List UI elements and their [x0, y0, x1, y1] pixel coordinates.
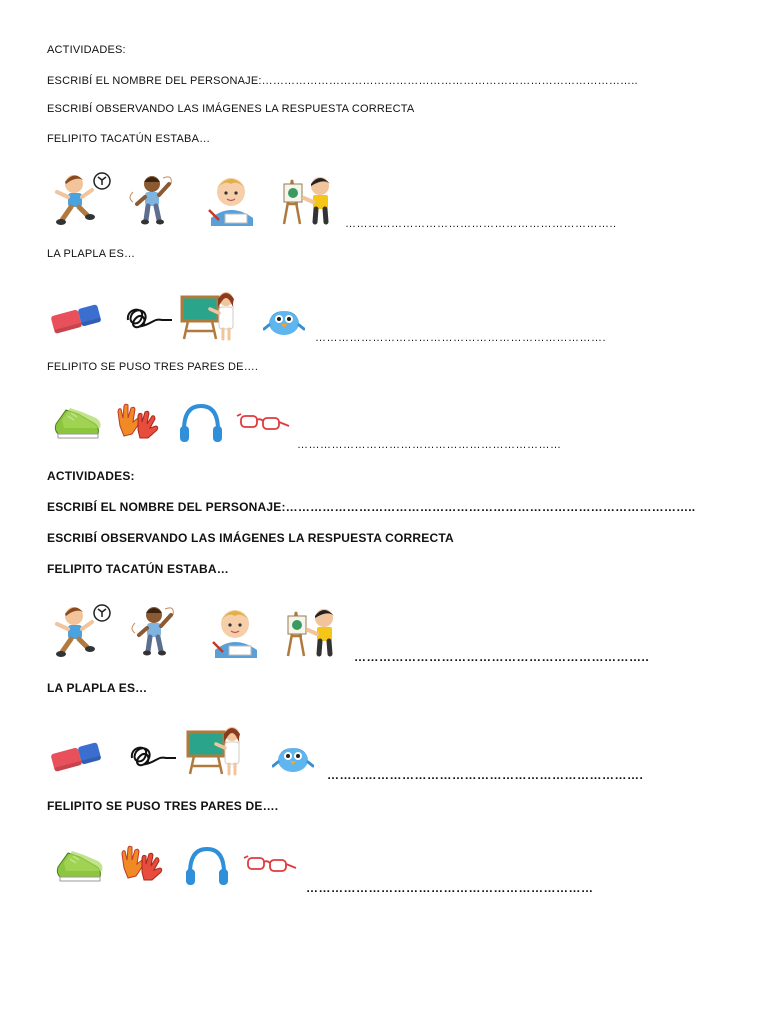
boy-playing-soccer-icon	[52, 170, 114, 226]
answer-line[interactable]: ………………………………………………………………….	[315, 332, 607, 344]
eraser-icon	[50, 302, 102, 336]
question-character-name	[47, 500, 695, 514]
headphones-icon	[184, 845, 230, 887]
eraser-icon	[50, 740, 102, 774]
sneakers-icon	[54, 845, 106, 885]
instruction: ESCRIBÍ OBSERVANDO LAS IMÁGENES LA RESPUESTA CORRECTA	[47, 531, 454, 545]
question-felipito-estaba: FELIPITO TACATÚN ESTABA…	[47, 562, 229, 576]
boy-painting-icon	[282, 604, 340, 658]
question-plapla: LA PLAPLA ES…	[47, 248, 136, 260]
headphones-icon	[178, 402, 224, 444]
answer-line[interactable]: ………………………………………………………………………………………..	[261, 75, 638, 87]
teacher-at-board-icon	[186, 724, 244, 776]
gloves-icon	[114, 400, 162, 442]
glasses-icon	[235, 410, 291, 436]
glasses-icon	[242, 852, 298, 878]
answer-line[interactable]: ……………………………………………………………..	[345, 218, 617, 230]
question-tres-pares: FELIPITO SE PUSO TRES PARES DE….	[47, 799, 279, 813]
scribble-icon	[122, 302, 174, 336]
scribble-icon	[126, 740, 178, 774]
question-plapla: LA PLAPLA ES…	[47, 681, 148, 695]
section-header: ACTIVIDADES:	[47, 44, 126, 56]
section-header: ACTIVIDADES:	[47, 469, 135, 483]
teacher-at-board-icon	[180, 289, 238, 341]
answer-line[interactable]: ……………………………………………………………..	[354, 650, 650, 664]
bird-icon	[263, 303, 305, 337]
gloves-icon	[118, 842, 166, 884]
question-tres-pares: FELIPITO SE PUSO TRES PARES DE….	[47, 361, 259, 373]
boy-dancing-icon	[127, 603, 185, 657]
answer-line[interactable]: ………………………………………………………………….	[327, 768, 644, 782]
sneakers-icon	[52, 402, 104, 442]
answer-line[interactable]: ……………………………………………………………	[297, 439, 562, 451]
answer-line[interactable]: ………………………………………………………………………………………..	[285, 500, 696, 514]
boy-writing-icon	[207, 606, 265, 658]
question-character-name	[47, 75, 638, 87]
instruction: ESCRIBÍ OBSERVANDO LAS IMÁGENES LA RESPUESTA CORRECTA	[47, 103, 415, 115]
question-text: ESCRIBÍ EL NOMBRE DEL PERSONAJE:	[47, 500, 286, 514]
boy-writing-icon	[203, 174, 261, 226]
answer-line[interactable]: ……………………………………………………………	[306, 881, 594, 895]
boy-dancing-icon	[125, 172, 183, 226]
boy-playing-soccer-icon	[52, 602, 114, 658]
bird-icon	[272, 740, 314, 774]
question-text: ESCRIBÍ EL NOMBRE DEL PERSONAJE:	[47, 75, 262, 87]
boy-painting-icon	[278, 172, 336, 226]
question-felipito-estaba: FELIPITO TACATÚN ESTABA…	[47, 133, 211, 145]
